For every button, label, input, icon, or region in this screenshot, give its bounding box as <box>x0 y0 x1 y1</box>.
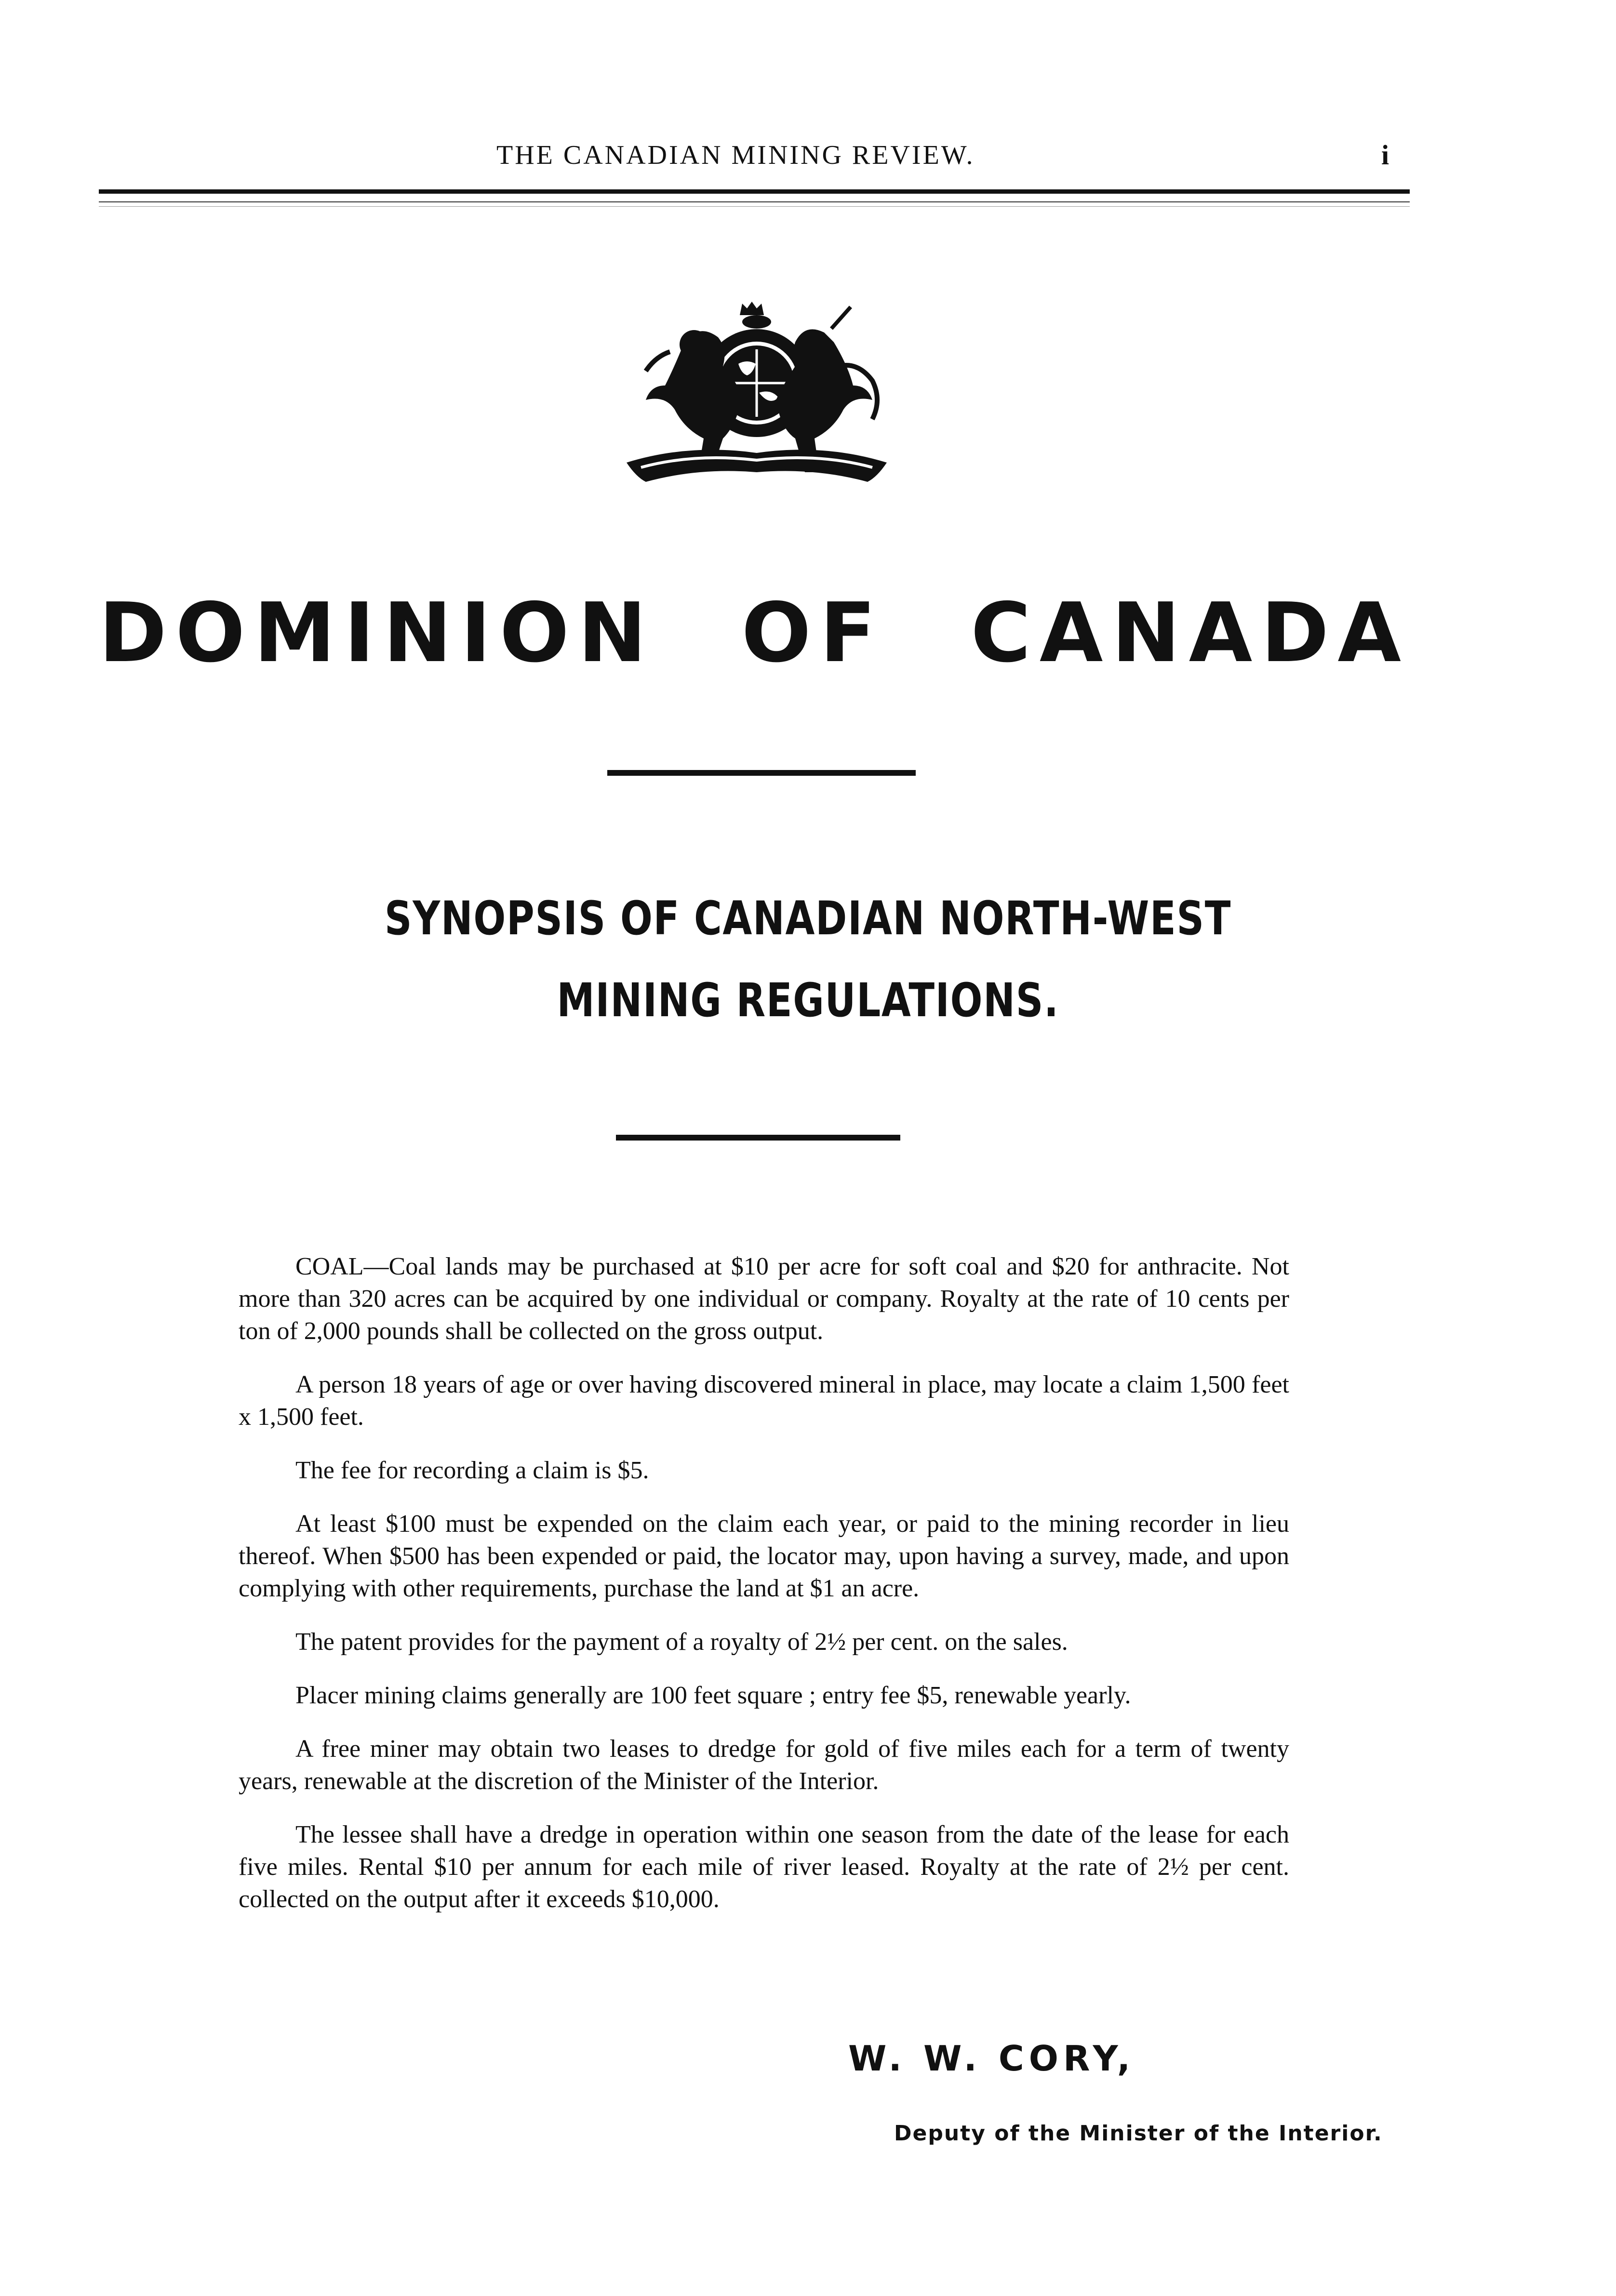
dominion-heading <box>99 585 1410 681</box>
regulations-body <box>239 1250 1289 1937</box>
paragraph-expenditure: At least $100 must be expended on the claim each year, or paid to the mining recorder in lieu thereof. When $500 has been expended or paid, the locator may, upon having a survey, made, and upon complying with other requirements, purchase the land at $1 an acre. <box>239 1510 1289 1602</box>
paragraph-placer-claims: Placer mining claims generally are 100 feet square ; entry fee $5, renewable yearly. <box>295 1682 1131 1709</box>
header-rule-faint <box>99 206 1410 207</box>
signatory-title: Deputy of the Minister of the Interior. <box>894 2121 1383 2146</box>
heading-word-dominion: DOMINION <box>99 585 655 681</box>
paragraph-dredge-leases: A free miner may obtain two leases to dredge for gold of five miles each for a term of twenty years, renewable at the discretion of the Minister of the Interior. <box>239 1735 1289 1795</box>
divider-upper <box>607 770 916 776</box>
heading-word-canada: CANADA <box>971 585 1410 681</box>
royal-coat-of-arms-icon <box>612 299 901 491</box>
header-rule-thick <box>99 189 1410 194</box>
divider-lower <box>616 1135 900 1141</box>
header-rule-thin <box>99 201 1410 202</box>
paragraph-dredge-operation: The lessee shall have a dredge in operation within one season from the date of the lease for each five miles. Rental $10 per annum for each mile of river leased. Royalty at the rate of 2½ per cent. collected on the output after it exceeds $10,000. <box>239 1821 1289 1913</box>
synopsis-title-line1: SYNOPSIS OF CANADIAN NORTH-WEST <box>384 891 1232 945</box>
synopsis-title-line2: MINING REGULATIONS. <box>557 973 1059 1027</box>
paragraph-recording-fee: The fee for recording a claim is $5. <box>295 1457 649 1484</box>
paragraph-coal: COAL—Coal lands may be purchased at $10 per acre for soft coal and $20 for anthracite. Not more than 320 acres can be acquired by one individual or company. Royalty at the rate of 10 cents per ton of 2,000 pounds shall be collected on the gross output. <box>239 1253 1289 1345</box>
page-number: i <box>1381 139 1389 171</box>
running-header: THE CANADIAN MINING REVIEW. <box>496 140 975 170</box>
heading-word-of: OF <box>741 585 885 681</box>
paragraph-patent-royalty: The patent provides for the payment of a royalty of 2½ per cent. on the sales. <box>295 1628 1068 1656</box>
signatory-name: W. W. CORY, <box>848 2038 1135 2079</box>
paragraph-claim-size: A person 18 years of age or over having discovered mineral in place, may locate a claim 1,500 feet x 1,500 feet. <box>239 1371 1289 1431</box>
